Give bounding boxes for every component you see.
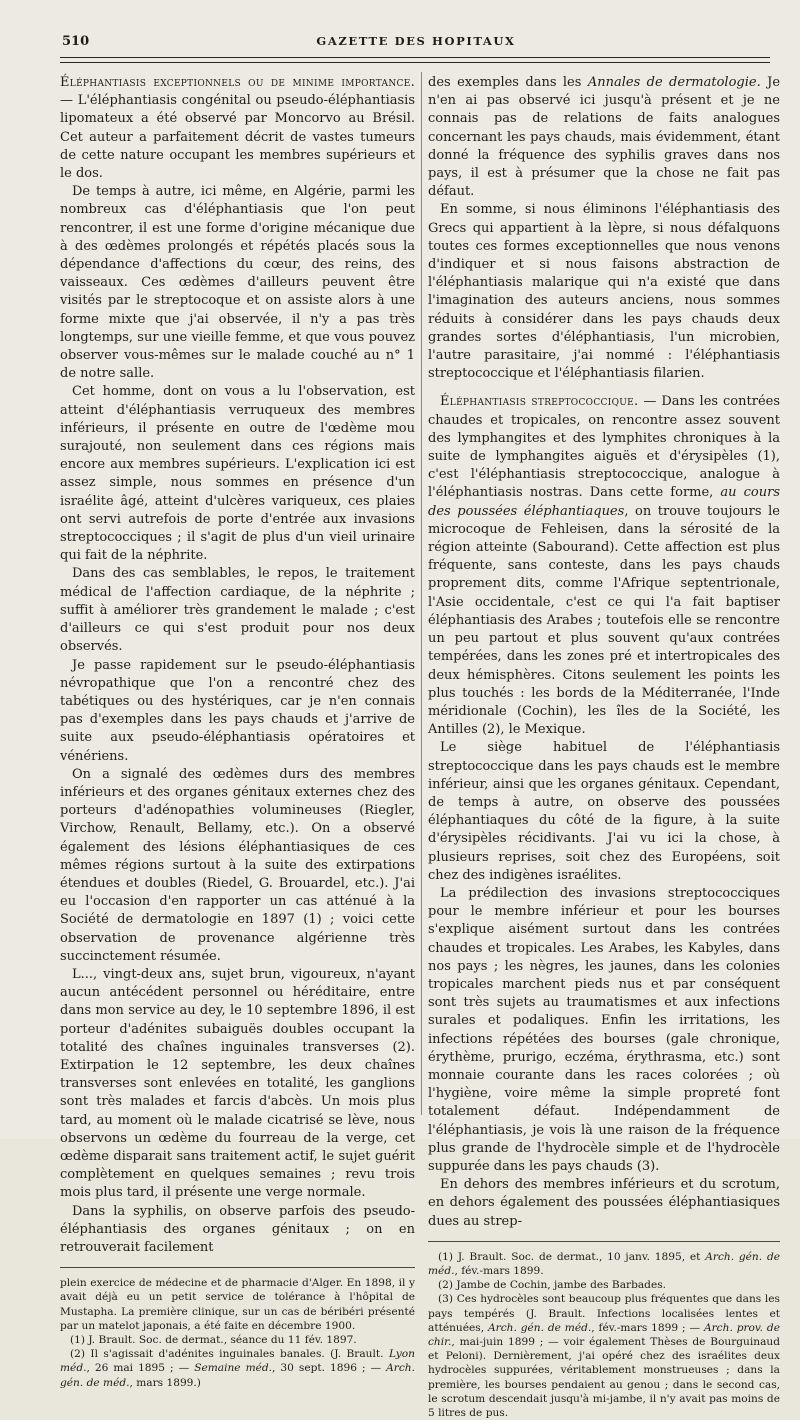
paragraph-text: , on trouve toujours le microcoque de Fehleisen, dans la sérosité de la région atteinte (Sabourand). Cette affection est plus fréquente, sans conteste, dans les pays chauds proprement dits, comme l'Afrique septentrionale, l'Asie occidentale, c'est ce qui l'a fait baptiser éléphantiasis des Arabes ; toutefois elle se rencontre un peu partout et plus souvent qu'aux contrées tempérées, dans les zones pré et intertropicales des deux hémisphères. Citons seulement les points les plus touchés : les bords de la Méditerranée, l'Inde méridionale (Cochin), les îles de la Société, les Antilles (2), le Mexique.	[428, 503, 780, 738]
citation: Arch. gén. de méd.	[428, 1250, 780, 1277]
citation: Arch. prov. de chir.	[428, 1321, 780, 1349]
footnotes	[60, 1276, 415, 1390]
running-header	[62, 34, 770, 50]
section-heading: Éléphantiasis streptococcique.	[440, 394, 639, 410]
column-divider	[421, 72, 422, 1115]
footnote: plein exercice de médecine et de pharmacie d'Alger. En 1898, il y avait déjà eu un petit service de tolérance à l'hôpital de Mustapha. La première clinique, sur un cas de béribéri présenté par un matelot japonais, a été faite en décembre 1900.	[60, 1277, 415, 1332]
paragraph: Je passe rapidement sur le pseudo-éléphantiasis névropathique que l'on a rencontré chez des tabétiques ou des hystériques, car je n'en connais pas d'exemples dans les pays chauds et j'arrive de suite aux pseudo-éléphantiasis opératoires et vénériens.	[60, 657, 415, 764]
paragraph: L..., vingt-deux ans, sujet brun, vigoureux, n'ayant aucun antécédent personnel ou héréditaire, entre dans mon service au dey, le 10 septembre 1896, il est porteur d'adénites subaiguës doubles occupant la totalité des chaînes inguinales transverses (2). Extirpation le 12 septembre, les deux chaînes transverses sont enlevées en totalité, les ganglions sont très malades et farcis d'abcès. Un mois plus tard, au moment où le malade cicatrisé se lève, nous observons un œdème du fourreau de la verge, cet œdème disparait sans traitement actif, le sujet guérit complètement en quelques semaines ; revu trois mois plus tard, il présente une verge normale.	[60, 966, 415, 1201]
paragraph: La prédilection des invasions streptococciques pour le membre inférieur et pour les bourses s'explique aisément surtout dans les contrées chaudes et tropicales. Les Arabes, les Kabyles, dans nos pays ; les nègres, les jaunes, dans les colonies tropicales marchent pieds nus et par conséquent sont très sujets au traumatismes et aux infections surales et podaliques. Enfin les irritations, les infections répétées des bourses (gale chronique, érythème, prurigo, eczéma, érythrasma, etc.) sont monnaie courante dans les races colorées ; où l'hygiène, voire même la simple propreté font totalement défaut. Indépendamment de l'éléphantiasis, je vois là une raison de la fréquence plus grande de l'hydrocèle simple et de l'hydrocèle suppurée dans les pays chauds (3).	[428, 885, 780, 1174]
footnote-text: , 26 mai 1895 ; —	[86, 1362, 195, 1375]
journal-title: GAZETTE DES HOPITAUX	[316, 34, 516, 48]
footnote-text: (3) Ces hydrocèles sont beaucoup plus fréquentes que dans les pays tempérés (J. Brault. Infections localisées lentes et atténuées,	[428, 1293, 780, 1334]
footnote-text: , fév.-mars 1899 ; —	[591, 1321, 704, 1334]
paragraph: En somme, si nous éliminons l'éléphantiasis des Grecs qui appartient à la lèpre, si nous défalquons toutes ces formes exceptionnelles que nous venons d'indiquer et si nous faisons abstraction de l'éléphantiasis malarique qui n'a existé que dans l'imagination des auteurs anciens, nous sommes réduits à considérer dans les pays chauds deux grandes sortes d'éléphantiasis, l'un microbien, l'autre parasitaire, j'ai nommé : l'éléphantiasis streptococcique et l'éléphantiasis filarien.	[428, 202, 780, 382]
paragraph: Dans la syphilis, on observe parfois des pseudo-éléphantiasis des organes génitaux ; on en retrouverait facilement	[60, 1203, 415, 1255]
footnote-rule	[60, 1267, 415, 1268]
emphasis: au cours des poussées éléphantiaques	[428, 485, 781, 519]
footnotes	[428, 1250, 780, 1420]
citation: Semaine méd.	[194, 1362, 273, 1375]
citation: Arch. gén. de méd.	[60, 1362, 415, 1389]
paragraph-text: — L'éléphantiasis congénital ou pseudo-éléphantiasis lipomateux a été observé par Moncorvo au Brésil. Cet auteur a parfaitement décrit de vastes tumeurs de cette nature occupant les membres supérieurs et le dos.	[60, 93, 415, 182]
footnote-text: , mai-juin 1899 ; — voir également Thèses de Bourguinaud et Peloni). Dernièrement, j'ai opéré chez des israélites deux hydrocèles suppurées, véritablement monstrueuses ; dans la première, les bourses pendaient au genou ; dans le second cas, le scrotum descendait jusqu'à mi-jambe, il n'y avait pas moins de 5 litres de pus.	[428, 1336, 780, 1420]
footnote-text: (2) Il s'agissait d'adénites inguinales banales. (J. Brault.	[70, 1348, 389, 1361]
footnote	[428, 1250, 780, 1278]
paragraph: De temps à autre, ici même, en Algérie, parmi les nombreux cas d'éléphantiasis que l'on peut rencontrer, il est une forme d'origine mécanique due à des œdèmes prolongés et répétés placés sous la dépendance d'affections du cœur, des reins, des vaisseaux. Ces œdèmes d'ailleurs peuvent être visités par le streptocoque et on assiste alors à une forme mixte que j'ai observée, il n'y a pas très longtemps, sur une vieille femme, et que vous pouvez observer vous-mêmes sur le malade couché au n° 1 de notre salle.	[60, 184, 415, 382]
footnote-rule	[428, 1241, 780, 1242]
paragraph: Cet homme, dont on vous a lu l'observation, est atteint d'éléphantiasis verruqueux des membres inférieurs, il présente en outre de l'œdème mou surajouté, non seulement dans ces régions mais encore aux membres supérieurs. L'explication ici est assez simple, nous sommes en présence d'un israélite âgé, atteint d'ulcères variqueux, ces plaies ont servi autrefois de porte d'entrée aux invasions streptococciques ; il s'agit de plus d'un vieil urinaire qui fait de la néphrite.	[60, 384, 415, 564]
paragraph: Le siège habituel de l'éléphantiasis streptococcique dans les pays chauds est le membre inférieur, ainsi que les organes génitaux. Cependant, de temps à autre, on observe des poussées éléphantiaques du côté de la figure, à la suite d'érysipèles récidivants. J'ai vu ici la chose, à plusieurs reprises, soit chez des Européens, soit chez des indigènes israélites.	[428, 740, 780, 883]
footnote: (1) J. Brault. Soc. de dermat., séance du 11 fév. 1897.	[70, 1334, 357, 1347]
paragraph	[428, 393, 780, 739]
page-number: 510	[62, 34, 90, 49]
paragraph-text: — Dans les contrées chaudes et tropicales, on rencontre assez souvent des lymphangites et des lymphites chroniques à la suite de lymphangites aiguës et d'érysipèles (1), c'est l'éléphantiasis streptococcique, analogue à l'éléphantiasis nostras. Dans cette forme,	[428, 394, 780, 501]
right-column	[428, 74, 781, 1420]
footnote-text: , mars 1899.)	[129, 1376, 201, 1389]
citation: Arch. gén. de méd.	[487, 1321, 592, 1334]
header-rule	[60, 57, 770, 63]
paragraph: On a signalé des œdèmes durs des membres inférieurs et des organes génitaux externes chez des porteurs d'adénopathies volumineuses (Riegler, Virchow, Renault, Bellamy, etc.). On a observé également des lésions éléphantiasiques de ces mêmes régions surtout à la suite des extirpations étendues et doubles (Riedel, G. Brouardel, etc.). J'ai eu l'occasion d'en rapporter un cas atténué à la Société de dermatologie en 1897 (1) ; voici cette observation de provenance algérienne très succinctement résumée.	[60, 766, 415, 964]
footnote	[428, 1292, 780, 1420]
citation: Lyon méd.	[60, 1348, 415, 1375]
paragraph	[428, 74, 780, 201]
footnote-text: , fév.-mars 1899.	[454, 1265, 544, 1277]
left-column	[60, 74, 415, 1389]
footnote-text: , 30 sept. 1896 ; —	[272, 1362, 387, 1375]
footnote: (2) Jambe de Cochin, jambe des Barbades.	[438, 1279, 667, 1292]
footnote	[60, 1347, 415, 1390]
paragraph: Dans des cas semblables, le repos, le traitement médical de l'affection cardiaque, de la néphrite ; suffit à améliorer très grandement le malade ; c'est d'ailleurs ce qui s'est produit pour nos deux observés.	[60, 566, 415, 655]
citation: Annales de dermatologie	[587, 75, 757, 90]
footnote-text: (1) J. Brault. Soc. de dermat., 10 janv. 1895, et	[438, 1250, 706, 1263]
paragraph-text: . Je n'en ai pas observé ici jusqu'à présent et je ne connais pas de relations de faits analogues concernant les pays chauds, mais évidemment, étant donné la fréquence des syphilis graves dans nos pays, il est à présumer que la chose ne fait pas défaut.	[428, 75, 781, 200]
paragraph: En dehors des membres inférieurs et du scrotum, en dehors également des poussées éléphantiasiques dues au strep-	[428, 1177, 780, 1229]
section-heading: Éléphantiasis exceptionnels ou de minime importance.	[60, 75, 415, 90]
paragraph-text: des exemples dans les	[428, 75, 588, 90]
paragraph	[60, 74, 415, 183]
